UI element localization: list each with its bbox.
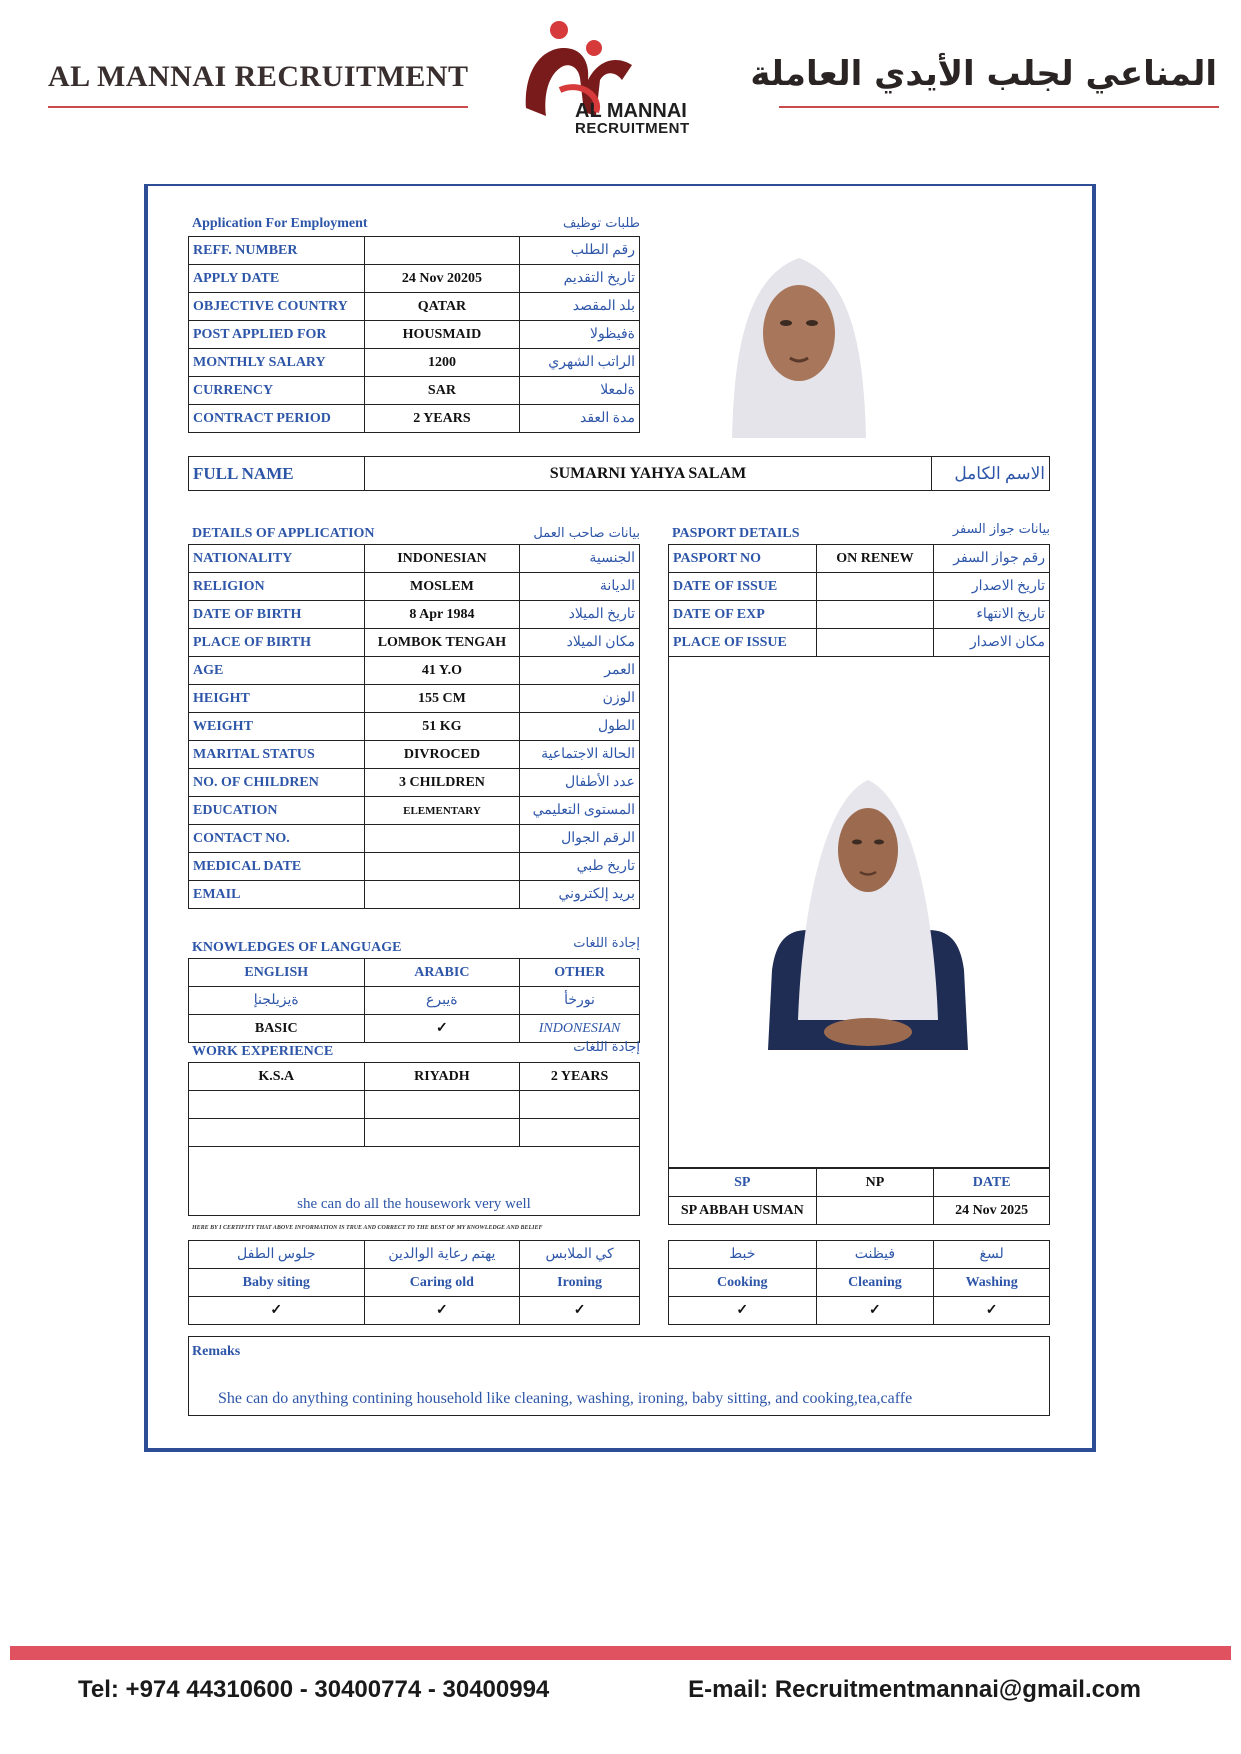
table-row [189,713,640,741]
field-value: 51 KG [364,713,520,741]
skill-label: Baby siting [189,1269,365,1297]
work-country: K.S.A [189,1063,365,1091]
skill-label: Cleaning [816,1269,934,1297]
field-value: 2 YEARS [364,405,520,433]
field-label: CURRENCY [189,377,365,405]
field-value: 1200 [364,349,520,377]
table-row [669,1297,1050,1325]
table-row [189,959,640,987]
work-duration: 2 YEARS [520,1063,640,1091]
passport-table [668,544,1050,657]
skill-label-ar: فيظنت [816,1241,934,1269]
field-value: SAR [364,377,520,405]
field-value: ON RENEW [816,545,934,573]
table-row [189,685,640,713]
table-row [189,321,640,349]
work-city: RIYADH [364,1063,520,1091]
field-label-ar: تاريخ الميلاد [520,601,640,629]
work-duration [520,1119,640,1147]
field-label-ar: بلد المقصد [520,293,640,321]
field-label: POST APPLIED FOR [189,321,365,349]
table-row [189,629,640,657]
skill-label-ar: خبط [669,1241,817,1269]
field-label-ar: رقم جواز السفر [934,545,1050,573]
field-label-ar: ةفيظولا [520,321,640,349]
field-label: MEDICAL DATE [189,853,365,881]
arabic-level: ✓ [364,1015,520,1043]
table-header: ARABIC [364,959,520,987]
table-row [669,629,1050,657]
work-section-title-ar: إجادة اللغات [573,1040,640,1055]
details-section-title-ar: بيانات صاحب العمل [533,526,640,541]
footer-divider [10,1646,1231,1660]
full-name-label-ar: الاسم الكامل [932,457,1050,491]
language-section-title: KNOWLEDGES OF LANGUAGE [192,940,402,955]
work-section-title: WORK EXPERIENCE [192,1044,334,1059]
field-label: AGE [189,657,365,685]
field-label: PLACE OF ISSUE [669,629,817,657]
skill-check: ✓ [934,1297,1050,1325]
table-row [189,405,640,433]
table-row [189,237,640,265]
agent-sp: SP ABBAH USMAN [669,1197,817,1225]
table-row [189,853,640,881]
skill-check: ✓ [364,1297,520,1325]
field-value [364,237,520,265]
full-name-table [188,456,1050,491]
work-city [364,1119,520,1147]
table-row [669,1169,1050,1197]
skill-label: Cooking [669,1269,817,1297]
field-label: HEIGHT [189,685,365,713]
table-row [189,881,640,909]
table-row [189,769,640,797]
field-value [816,573,934,601]
field-label: MONTHLY SALARY [189,349,365,377]
table-row [189,987,640,1015]
field-label: CONTACT NO. [189,825,365,853]
field-label: PLACE OF BIRTH [189,629,365,657]
work-note: she can do all the housework very well [297,1196,531,1212]
field-value [816,601,934,629]
applicant-face-photo [724,238,874,438]
skill-label-ar: كي الملابس [520,1241,640,1269]
table-header: OTHER [520,959,640,987]
table-header-ar: ةيزيلجنإ [189,987,365,1015]
applicant-full-photo [768,770,968,1060]
table-row [189,1063,640,1091]
table-row [189,1119,640,1147]
agent-table [668,1168,1050,1225]
field-label-ar: الطول [520,713,640,741]
field-value: 155 CM [364,685,520,713]
skills-table-right [668,1240,1050,1325]
field-label-ar: الجنسية [520,545,640,573]
remarks-label: Remaks [192,1344,241,1359]
field-label-ar: الوزن [520,685,640,713]
table-row [189,601,640,629]
field-value: 24 Nov 20205 [364,265,520,293]
field-value: HOUSMAID [364,321,520,349]
field-label: WEIGHT [189,713,365,741]
field-label: EDUCATION [189,797,365,825]
table-header: NP [816,1169,934,1197]
table-row [189,349,640,377]
field-label-ar: تاريخ الاصدار [934,573,1050,601]
table-row [189,265,640,293]
details-table [188,544,640,909]
field-value [816,629,934,657]
field-value: LOMBOK TENGAH [364,629,520,657]
field-label: EMAIL [189,881,365,909]
field-value: INDONESIAN [364,545,520,573]
field-value [364,825,520,853]
field-label-ar: بريد إلكتروني [520,881,640,909]
field-label-ar: تاريخ الانتهاء [934,601,1050,629]
field-label-ar: الديانة [520,573,640,601]
field-label-ar: الحالة الاجتماعية [520,741,640,769]
footer-phone: Tel: +974 44310600 - 30400774 - 30400994 [78,1676,550,1703]
full-name-label: FULL NAME [189,457,365,491]
skill-label-ar: يهتم رعاية الوالدين [364,1241,520,1269]
work-duration [520,1091,640,1119]
skill-check: ✓ [189,1297,365,1325]
field-label: DATE OF BIRTH [189,601,365,629]
work-table [188,1062,640,1147]
field-label-ar: الراتب الشهري [520,349,640,377]
table-row [189,573,640,601]
field-value [364,881,520,909]
skill-label: Ironing [520,1269,640,1297]
field-value [364,853,520,881]
table-row [669,601,1050,629]
table-header-ar: ةيبرع [364,987,520,1015]
skill-label: Washing [934,1269,1050,1297]
work-country [189,1091,365,1119]
table-row [189,1091,640,1119]
field-label-ar: تاريخ طبي [520,853,640,881]
agent-date: 24 Nov 2025 [934,1197,1050,1225]
field-value: MOSLEM [364,573,520,601]
field-label-ar: المستوى التعليمي [520,797,640,825]
table-row [189,657,640,685]
field-label-ar: العمر [520,657,640,685]
field-value: 3 CHILDREN [364,769,520,797]
other-language: INDONESIAN [520,1015,640,1043]
certification-statement: HERE BY I CERTIFITY THAT ABOVE INFORMATION IS TRUE AND CORRECT TO THE BEST OF MY KNOWLEDGE AND BELIEF [192,1225,543,1231]
table-row [189,293,640,321]
field-label: NO. OF CHILDREN [189,769,365,797]
language-table [188,958,640,1043]
skill-label-ar: جلوس الطفل [189,1241,365,1269]
field-label: DATE OF EXP [669,601,817,629]
field-label-ar: رقم الطلب [520,237,640,265]
table-header: SP [669,1169,817,1197]
table-row [189,1297,640,1325]
passport-section-title-ar: بيانات جواز السفر [952,522,1050,537]
field-label: DATE OF ISSUE [669,573,817,601]
skill-check: ✓ [816,1297,934,1325]
field-label: MARITAL STATUS [189,741,365,769]
field-label-ar: مدة العقد [520,405,640,433]
skill-label-ar: لسغ [934,1241,1050,1269]
field-label: NATIONALITY [189,545,365,573]
language-section-title-ar: إجادة اللغات [573,936,640,951]
field-value: 41 Y.O [364,657,520,685]
skill-label: Caring old [364,1269,520,1297]
work-city [364,1091,520,1119]
table-row [669,1197,1050,1225]
table-header: DATE [934,1169,1050,1197]
field-value: 8 Apr 1984 [364,601,520,629]
field-label: PASPORT NO [669,545,817,573]
remarks-text: She can do anything contining household like cleaning, washing, ironing, baby sitting, and cooking,tea,caffe [218,1390,913,1407]
field-value: DIVROCED [364,741,520,769]
agent-np [816,1197,934,1225]
table-row [189,825,640,853]
table-row [189,797,640,825]
full-name-value: SUMARNI YAHYA SALAM [364,457,931,491]
table-row [669,1241,1050,1269]
header-underline-left [48,106,468,108]
table-row [189,545,640,573]
company-name-en: AL MANNAI RECRUITMENT [48,60,469,93]
logo-text-sub: RECRUITMENT [575,120,690,137]
table-row [669,1269,1050,1297]
application-info-table [188,236,640,433]
field-label-ar: مكان الميلاد [520,629,640,657]
field-label: OBJECTIVE COUNTRY [189,293,365,321]
table-row [189,741,640,769]
field-label: RELIGION [189,573,365,601]
field-label: CONTRACT PERIOD [189,405,365,433]
table-header-ar: نورخأ [520,987,640,1015]
header-underline-right [779,106,1219,108]
field-label-ar: مكان الاصدار [934,629,1050,657]
english-level: BASIC [189,1015,365,1043]
passport-section-title: PASPORT DETAILS [672,526,800,541]
field-value: QATAR [364,293,520,321]
details-section-title: DETAILS OF APPLICATION [192,526,375,541]
table-row [669,545,1050,573]
field-label: APPLY DATE [189,265,365,293]
field-label-ar: ةلمعلا [520,377,640,405]
logo-text-main: AL MANNAI [575,100,687,122]
work-country [189,1119,365,1147]
table-row [189,1241,640,1269]
table-row [189,1015,640,1043]
table-row [669,573,1050,601]
table-row [189,377,640,405]
skills-table-left [188,1240,640,1325]
skill-check: ✓ [520,1297,640,1325]
field-label-ar: الرقم الجوال [520,825,640,853]
skill-check: ✓ [669,1297,817,1325]
field-label-ar: عدد الأطفال [520,769,640,797]
table-row [189,457,1050,491]
form-title: Application For Employment [192,216,368,231]
table-row [189,1269,640,1297]
field-label: REFF. NUMBER [189,237,365,265]
company-name-ar: المناعي لجلب الأيدي العاملة [750,54,1217,94]
table-header: ENGLISH [189,959,365,987]
field-label-ar: تاريخ التقديم [520,265,640,293]
form-title-ar: طلبات توظيف [563,216,640,231]
footer-email: E-mail: Recruitmentmannai@gmail.com [688,1676,1141,1703]
field-value: ELEMENTARY [364,797,520,825]
